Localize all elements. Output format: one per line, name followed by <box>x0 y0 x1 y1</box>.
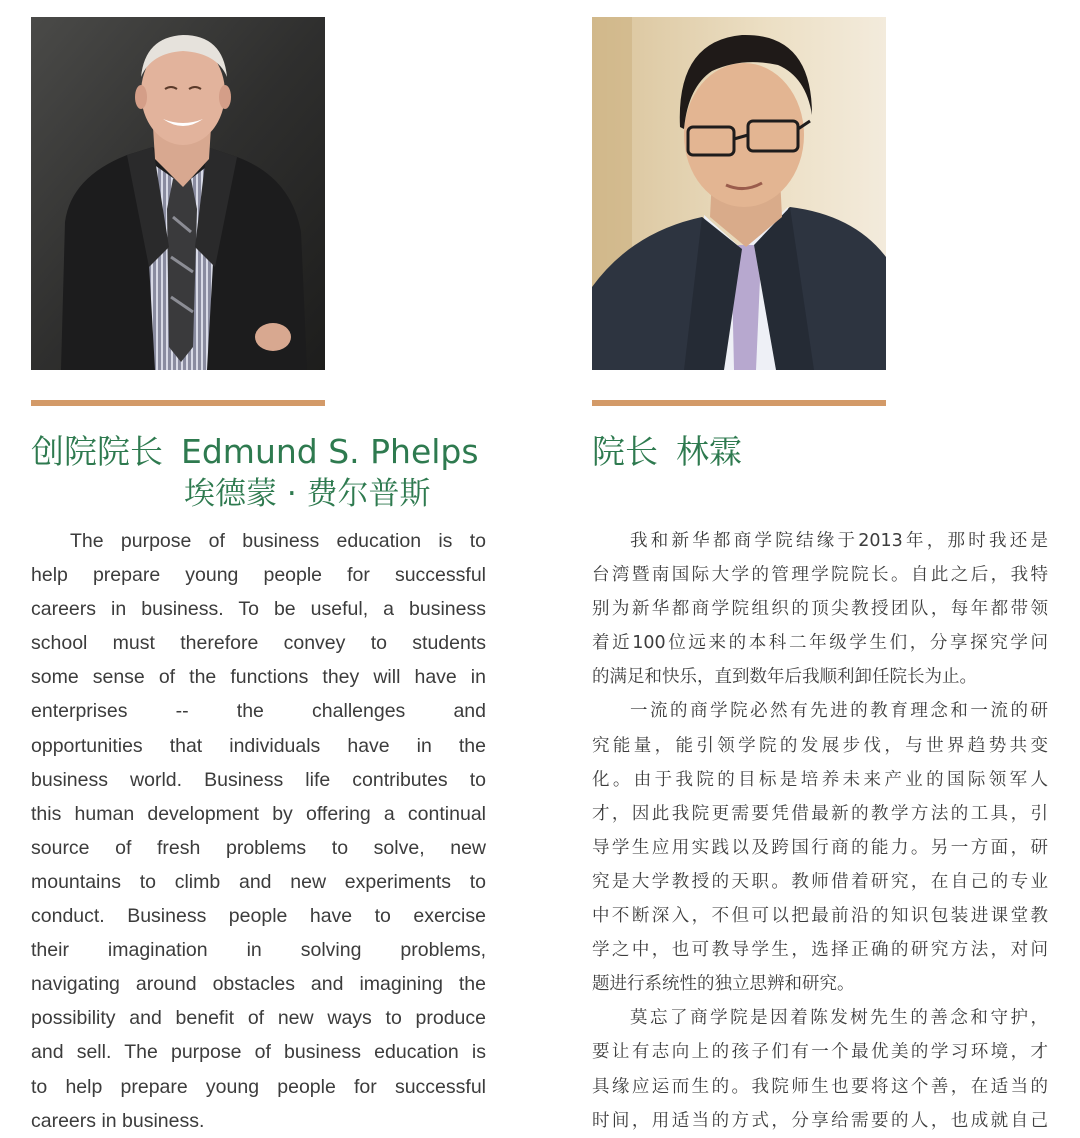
dean-name: 林霖 <box>676 432 742 471</box>
founding-dean-name-en: Edmund S. Phelps <box>181 432 479 471</box>
message-line: conduct. Business people have to exercise <box>31 905 486 928</box>
message-line: careers in business. <box>31 1109 205 1132</box>
message-line: this human development by offering a continual <box>31 802 486 825</box>
dean-photo <box>592 17 886 370</box>
founding-dean-message <box>31 524 486 1138</box>
message-line: 化。由于我院的目标是培养未来产业的国际领军人 <box>592 769 1048 790</box>
founding-dean-name-cn: 埃德蒙 · 费尔普斯 <box>184 476 431 512</box>
message-line: mountains to climb and new experiments to <box>31 870 486 893</box>
dean-title <box>592 432 742 472</box>
message-line: source of fresh problems to solve, new <box>31 836 486 859</box>
message-line: opportunities that individuals have in the <box>31 734 486 757</box>
message-line: 一流的商学院必然有先进的教育理念和一流的研 <box>630 701 1048 722</box>
message-line: 台湾暨南国际大学的管理学院院长。自此之后，我特 <box>592 565 1048 586</box>
message-line: 着近100位远来的本科二年级学生们，分享探究学问 <box>592 633 1048 654</box>
founding-dean-portrait-image <box>31 17 325 370</box>
message-line: 题进行系统性的独立思辨和研究。 <box>592 974 855 995</box>
message-line: to help prepare young people for successful <box>31 1075 486 1098</box>
message-line: help prepare young people for successful <box>31 564 486 587</box>
message-line: 时间，用适当的方式，分享给需要的人，也成就自己 <box>592 1110 1048 1131</box>
dean-divider <box>592 400 886 406</box>
message-line: enterprises -- the challenges and <box>31 700 486 723</box>
message-line: possibility and benefit of new ways to produce <box>31 1007 486 1030</box>
message-line: their imagination in solving problems, <box>31 939 486 962</box>
dean-title-role: 院长 <box>592 432 658 471</box>
dean-portrait-image <box>592 17 886 370</box>
message-line: 我和新华都商学院结缘于2013年，那时我还是 <box>630 531 1048 551</box>
founding-dean-title-role: 创院院长 <box>31 432 163 471</box>
message-line: and sell. The purpose of business education is <box>31 1041 486 1064</box>
message-line: careers in business. To be useful, a business <box>31 598 486 621</box>
message-line: school must therefore convey to students <box>31 632 486 655</box>
message-line: The purpose of business education is to <box>70 530 486 552</box>
founding-dean-title <box>31 432 479 472</box>
message-line: 要让有志向上的孩子们有一个最优美的学习环境，才 <box>592 1042 1048 1063</box>
message-line: 中不断深入，不但可以把最前沿的知识包装进课堂教 <box>592 906 1048 927</box>
message-line: 究能量，能引领学院的发展步伐，与世界趋势共变 <box>592 735 1048 756</box>
dean-message <box>592 524 1048 1138</box>
message-line: 别为新华都商学院组织的顶尖教授团队，每年都带领 <box>592 599 1048 620</box>
message-line: business world. Business life contributes to <box>31 768 486 791</box>
message-line: navigating around obstacles and imagining the <box>31 973 486 996</box>
message-line: some sense of the functions they will have in <box>31 666 486 689</box>
message-line: 的满足和快乐，直到数年后我顺利卸任院长为止。 <box>592 667 977 688</box>
message-line: 莫忘了商学院是因着陈发树先生的善念和守护， <box>630 1008 1048 1029</box>
message-line: 学之中，也可教导学生，选择正确的研究方法，对问 <box>592 940 1048 961</box>
message-line: 具缘应运而生的。我院师生也要将这个善，在适当的 <box>592 1076 1048 1097</box>
message-line: 才，因此我院更需要凭借最新的教学方法的工具，引 <box>592 803 1048 824</box>
message-line: 究是大学教授的天职。教师借着研究，在自己的专业 <box>592 871 1048 892</box>
founding-dean-divider <box>31 400 325 406</box>
message-line: 导学生应用实践以及跨国行商的能力。另一方面，研 <box>592 837 1048 858</box>
founding-dean-photo <box>31 17 325 370</box>
